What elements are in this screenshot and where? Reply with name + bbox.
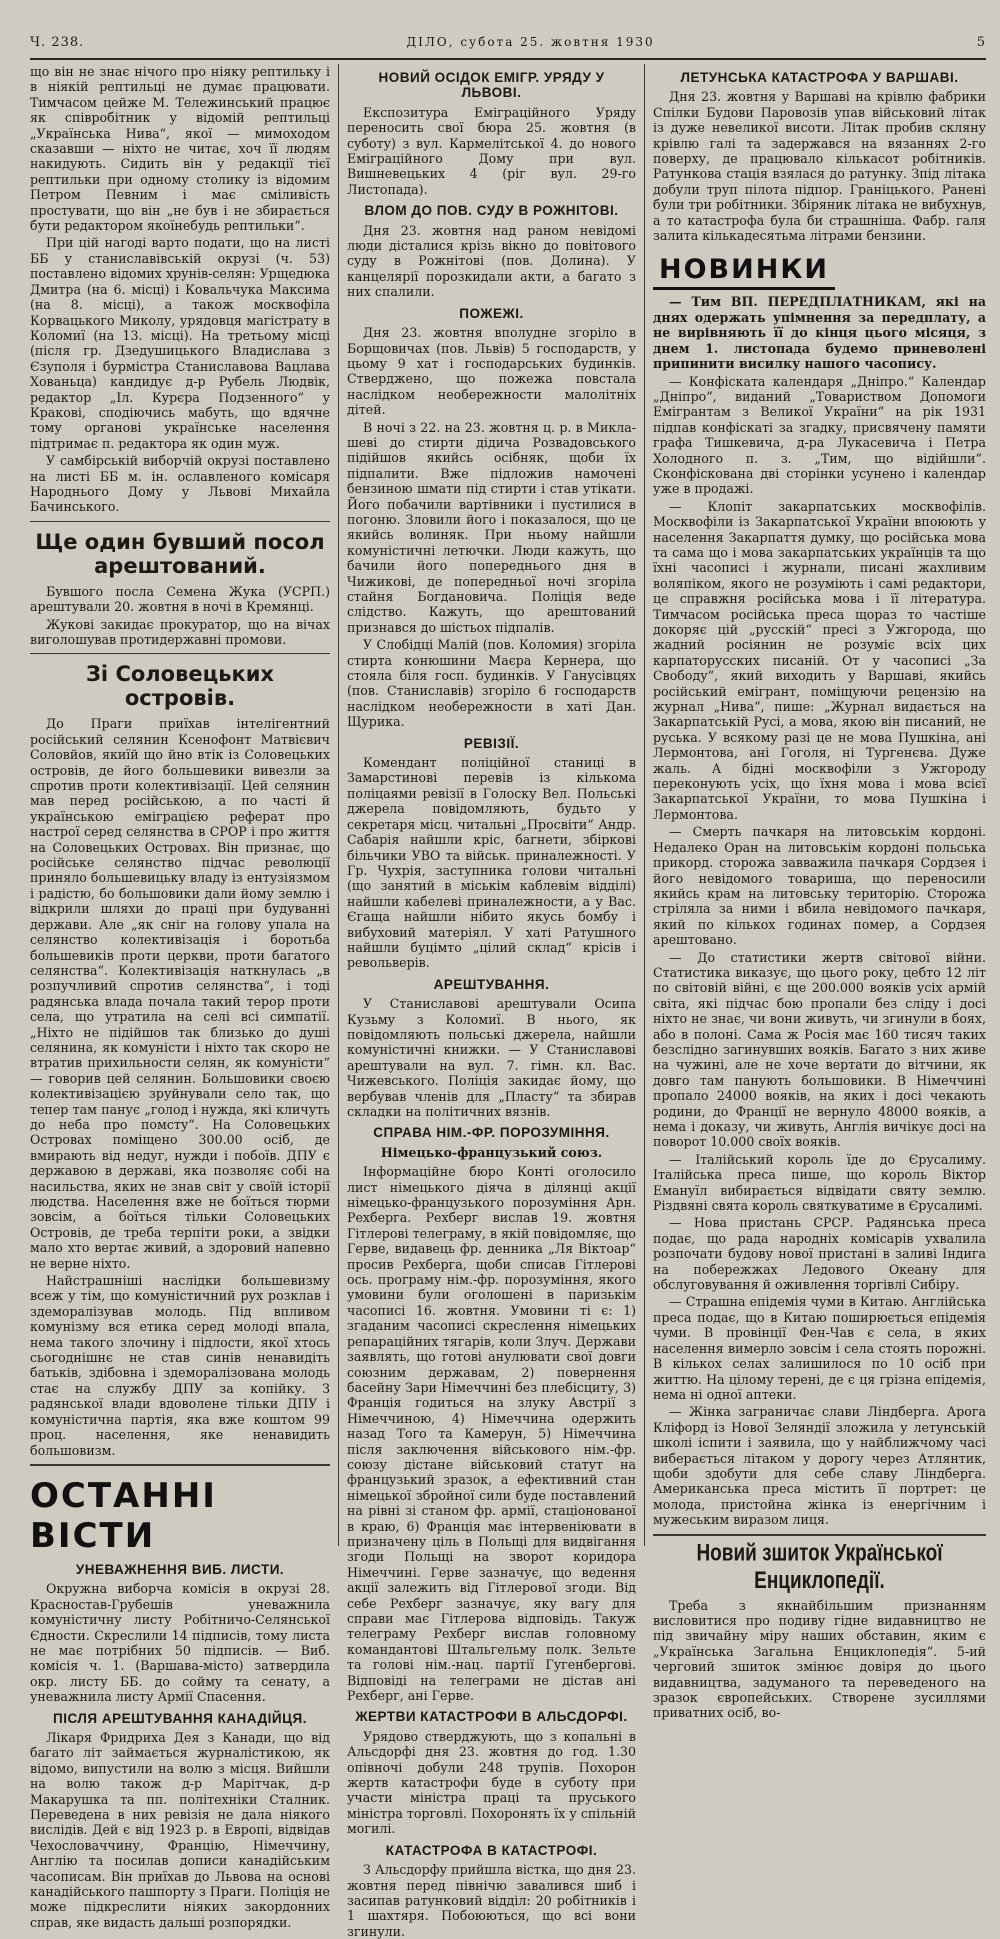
article-text: що він не знає нічого про ніяку рептильку і в ніякій рептильці не думає працювати. Тимчасом цейже М. Тележинський працює як співробітник у відомій рептильці „Українська Нива“, якої — мимоходом сказавши — ніхто не читає, хоч її людям накидують. Сидить він у редакції тієї рептильки при одному столику із відомим Петром Певним і має сміливість простувати, що він „не був і не збирається бути редактором якоїнебудь рептильки“. [30, 64, 330, 234]
headline-solovky: Зі Соловецьких островів. [86, 662, 274, 711]
article-text: Інформаційне бюро Конті оголосило лист німецького діяча в ділянці акції німецько-французького порозуміння Арн. Рехберга. Рехберг вислав 19. жовтня Гітлерові телеграму, в якій повідомляє, що Герве, видавець фр. денника „Ля Віктоар“ просив Рехберга, щоби списав Гітлеровi ось. програму нім.-фр. порозуміння, якого умовини були оголошені в паризькім часописі 16. жовтня. Умовини ті є: 1) згаданим часописі скреслення німецьких репараційних тягарів, коли Злуч. Держави заявлять, що готові анулювати свої довги союзним державам, 2) повернення басейну Зари Німеччині без плебісциту, 3) Франція годиться на злуку Австрії з Німеччиною, 4) Німеччина одержить назад Того та Камерун, 5) Німеччина після заключення військового нім.-фр. союзу дістане військовий статут на французький зразок, а ефективний стан німецької збройної сили буде поставлений на рівні зі станом фр. армії, стаціонованої в краю, 6) Франція має інтервеніювати в призначену ціль в Польщі для видвігання згоди Польщі на зворот коридора Німеччині. Герве зазначує, що ведення акції залежить від Гітлерової згоди. Від себе Рехберг зазначує, яку вагу для справи має Гітлерова відповідь. Такуж телеграму Рехберг вислав головному командантові Штальгельму полк. Зельте та голові нім.-нац. партії Гугенбергові. Відповіді на телеграми не дістав ані Рехберг, ані Герве. [347, 1164, 636, 1704]
section-title-novynky: НОВИНКИ [653, 253, 835, 290]
article-text: Лікаря Фридриха Дея з Канади, що від багато літ займається журналістикою, як відомо, випустили на волю з місця. Вийшли на волю також д-р Марітчак, д-р Макарушка та пп. політехніки Сталник. Переведена в них ревізія не дала ніякого вислідів. Дей є від 1923 р. в Европі, відвідав Чехословаччину, Францію, Німеччину, Англію та посилав дописи канадійським часописам. Він приїхав до Львова на основі канадійського пашпорту з Праги. Поліція не може підкреслити ніяких закордонних справ, яке видасть дальші розпорядки. [30, 1729, 330, 1930]
article-text: — Страшна епідемія чуми в Китаю. Англійська преса подає, що в Китаю поширюється епідемія чуми. В провінції Фен-Чав є села, в яких населення вимерло зовсім і села стоять порожні. В кількох селах залишилося по 10 осіб при життю. На цілому терені, де є ця грізна епідемія, нема ні одної аптеки. [653, 1294, 986, 1402]
divider [30, 521, 330, 522]
article-text: В ночі з 22. на 23. жовтня ц. р. в Миклашеві до стирти дідича Розвадовського підійшов якийсь осібняк, щоби їх підпалити. Вже підложив намочені бензиною шмати під стирти і став утікати. Його побачили вартівники і пустилися в погоню. Зловили його і показалося, що це якийсь волиняк. При ньому найшли комуністичні летючки. Люди кажуть, що бачили його попереднього дня в Чижикові, де попередньої ночі згоріла стайня Богдановича. Поліція веде слідство. Кажуть, що арештований признався до шістьох підпалів. [347, 419, 636, 635]
divider [30, 1464, 330, 1466]
headline-letun: ЛЕТУНСЬКА КАТАСТРОФА У ВАРШАВІ. [680, 70, 959, 85]
article-text: До Праги приїхав інтелігентний російський селянин Ксенофонт Матвієвич Соловйов, якиїй що йно втік із Соловецьких островів, де його большевики вивезли за спротив проти колективізації. Цей селянин мав перед російською, а по часті й українською еміграцією реферат про настрої серед селянства в СРОР і про життя на Соловецьких Островах. Він признає, що російське селянство підчас революції приняло большевицьку владу із ентузіязмом і радістю, бо большовики дали йому землю і відкрили шляхи до праці при будуванні держави. Але „як сніг на голову упала на селянство колективізація і боротьба большевиків проти церкви, проти багатого селянства“. Колективізація наткнулась „в розпучливий спротив селянства“, і тоді радянська влада почала такий терор проти села, що утратила на селі всі симпатії. „Ніхто не підійшов так близько до душі селянина, як комуністи і ніхто так скоро не втратив прихильности селян, як комуністи“ — говорив цей селянин. Большовики своєю колективізацією зруйнували село так, що тепер там панує „голод і нужда, які кличуть до неба про помсту“. На Соловецьких Островах поміщено 300.00 осіб, де вмирають від недуг, нужди і побоїв. ДПУ є державою в державі, яка позволяє собі на насильства, яких не знав світ у своїй історії людства. Населення вже не боїться тюрми зовсім, а боїться тільки Соловецьких Островів, де треба терпіти роки, а звідки мало хто вертає живий, а здоровий напевно не верне ніхто. [30, 716, 330, 1271]
article-text: Дня 23. жовтня вполудне згоріло в Борщовичах (пов. Львів) 5 господарств, у цьому 9 хат і господарських будинків. Стверджено, що пожежа повстала наслідком необережности малолітніх дітей. [347, 325, 636, 418]
column-3 [644, 64, 986, 1721]
divider [653, 1534, 986, 1536]
headline-entsyklopediia: Новий зшиток Української Енциклопедії. [696, 1540, 943, 1594]
article-text: Треба з якнайбільшим признанням висловитися про подиву гідне видавництво не під звичайну міру наших обставин, яким є „Українська Загальна Енциклопедія“. 5-ий черговий зшиток змінює довіря до цього видавництва, задуманого та переведеного на зразок європейських. Створене зусиллями приватних осіб, во- [653, 1597, 986, 1721]
article-text: Дня 23. жовтня у Варшаві на крівлю фабрики Спілки Будови Паровозів упав військовий літак із дуже невеликої висоти. Літак пробив скляну крівлю галі та задержався на вязаннях 2-го поверху, де працювало кількасот робітників. Ратункова стація взялася до ратунку. Зпід літака добули труп пілота підпор. Граніцького. Ранені були три робітники. Збіряник літака не вибухнув, а то катастрофа була би страшніша. Фабр. галя залита кількадесятьма літрами бензини. [653, 89, 986, 244]
article-text: Окружна виборча комісія в окрузі 28. Красностав-Грубешів уневажнила комуністичну листу Робітничо-Селянської Єдности. Скреслили 14 підписів, тому листа не має потрібних 50 підписів. — Виб. комісія ч. 1. (Варшава-місто) затвердила окр. листу ББ. до сойму та сенату, а уневажнила листу Армії Спасення. [30, 1581, 330, 1705]
columns [30, 64, 986, 1939]
masthead-title-date: ДІЛО, субота 25. жовтня 1930 [406, 35, 655, 49]
article-text: У самбірській виборчій окрузі поставлено на листі ББ м. ін. ославленого комісаря Народнього Дому у Львові Михайла Бачинського. [30, 453, 330, 515]
article-text: — Конфіската календаря „Дніпро.“ Календар „Дніпро“, виданий „Товариством Допомоги Емігрантам з Великої України“ на рік 1931 підпав конфіскаті за згадку, присвячену памяти графа Тишкевича, д-ра Лукасевича і Петра Холодного п. з. „Тим, що відійшли“. Сконфіскована дві сторінки усунено і календар уже в продажі. [653, 373, 986, 497]
article-text: З Альсдорфу прийшла вістка, що дня 23. жовтня перед північю завалився шиб і засипав ратунковий відділ: 20 робітників і 1 шахтяря. Побоюються, що всі вони згинули. [347, 1862, 636, 1939]
article-text: Урядово стверджують, що з копальні в Альсдорфі дня 23. жовтня до год. 1.30 опівночі добули 248 трупів. Похорон жертв катастрофи буде в суботу при участи міністра праці та пруського міністра торговлі. Похоронять їх у спільній могилі. [347, 1728, 636, 1837]
headline-revizii: РЕВІЗІЇ. [463, 735, 520, 751]
headline-zhertvy: ЖЕРТВИ КАТАСТРОФИ В АЛЬСДОРФІ. [355, 1709, 628, 1725]
article-text: Дня 23. жовтня над раном невідомі люди дісталися крізь вікно до повітового суду в Рожнітові (пов. Долина). У канцелярії порозкидали акти, а багато з них спалили. [347, 222, 636, 300]
headline-osidok: НОВИЙ ОСІДОК ЕМІГР. УРЯДУ У ЛЬВОВІ. [378, 70, 605, 101]
divider [30, 653, 330, 654]
headline-pozhezhi: ПОЖЕЖІ. [459, 305, 524, 321]
article-text: Найстрашніші наслідки большевизму всеж у тім, що комуністичний рух розклав і здеморалізував молодь. Під впливом комунізму вся етика серед молоді впала, нема такого злочину і підлости, якої хтось сьогоднішнє не став синів ненавидіть батьків, здібовна і здеморалізована молодь стає на службу ДПУ за копійку. З радянської влади вдоволене тільки ДПУ і комуністична партія, яка вже коштом 99 проц. населення, яке ненавидить большовизм. [30, 1273, 330, 1458]
masthead [30, 30, 986, 54]
article-text: У Слобідці Малій (пов. Коломия) згоріла стирта конюшини Маєра Кернера, що стояла біля госп. будинків. У Ганусівцях (пов. Станиславів) згоріло 6 господарств наслідком необережности в хаті Дан. Щурика. [347, 637, 636, 730]
headline-areshtuvannia: АРЕШТУВАННЯ. [433, 976, 550, 992]
article-text: — Італійський король їде до Єрусалиму. Італійська преса пише, що король Віктор Емануїл вибирається відвідати святу землю. Різдвяні свята король святкуватиме в Єрусалимі. [653, 1151, 986, 1214]
article-text: Бувшого посла Семена Жука (УСРП.) арештували 20. жовтня в ночі в Кремянці. [30, 583, 330, 615]
article-text: Жукові закидає прокуратор, що на вічах виголошував протидержавні промови. [30, 616, 330, 647]
article-text: При цій нагоді варто подати, що на листі ББ у станиславівській окрузі (ч. 53) поставлено відомих хрунів-селян: Урщедюка Дмитра (на 6. місці) і Ковальчука Максима (на 8. місці), а також москвофіла Корвацького Миколу, урядовця магістрату в Коломиї (на 13. місці). На третьому місці (після гр. Дзедушицького Владислава з Єзуполя і бурмістра Станиславова Вацлава Хованьца) кандидує д-р Рубель Людвік, редактор „Іл. Курєра Подзенного“ у Кракові, сподіючись мабуть, що вдячне тому органові українське населення підтримає п. редактора як один муж. [30, 235, 330, 451]
article-text: — Жінка заграничає слави Ліндберга. Арога Кліфорд із Нової Зеляндії зложила у летунській школі іспити і заявила, що у найближчому часі виберається літаком у дорогу через Атлянтик, щоби здобути для себе славу Ліндберга. Американська преса містить її портрет: це молода, пристойна жінка із енергічним і мужеським виразом лиця. [653, 1404, 986, 1528]
headline-katastrofa: КАТАСТРОФА В КАТАСТРОФІ. [385, 1842, 598, 1858]
article-text: — Смерть пачкаря на литовськім кордоні. Недалеко Оран на литовськім кордоні польська прикорд. сторожа завважила пачкаря Сордзея і його невідомого товариша, що переносили якийсь крам на литовську територію. Сторожа стріляла за ними і вбила невідомого пачкаря, який по кількох годинах помер, а Сордзея арештовано. [653, 824, 986, 948]
column-1 [30, 64, 338, 1930]
headline-sprava: СПРАВА НІМ.-ФР. ПОРОЗУМІННЯ. [373, 1125, 610, 1141]
article-text: — Тим ВП. ПЕРЕДПЛАТНИКАМ, які на днях одержать упімнення за передплату, а не вирівняють її до кінця цього місяця, з днем 1. листопада будемо приневолені припинити висилку нашого часопису. [653, 294, 986, 372]
column-2 [338, 64, 644, 1939]
masthead-rule [30, 58, 986, 60]
article-text: — Нова пристань СРСР. Радянська преса подає, що рада народніх комісарів ухвалила розпочати будову нової пристані в заливі Індига на побережжах Ледового Океану для обслуговування й оживлення торгівлі Сибіру. [653, 1215, 986, 1293]
article-text: У Станиславові арештували Осипа Кузьму з Коломиї. В нього, як повідомляють польські джерела, найшли комуністичні книжки. — У Станиславові арештували на вул. 7. гімн. кл. Вас. Чижевського. Поліція закидає йому, що вербував членів для „Пласту“ та збирав складки на політичних вязнів. [347, 996, 636, 1119]
section-title-ostanni-visty: ОСТАННІ ВІСТИ [30, 1475, 217, 1556]
article-text: Комендант поліційної станиці в Замарстинові перевів із кількома поліцаями ревізії в Голоску Вел. Польські джерела повідомляють, будьто у секретаря місц. читальні „Просвіти“ Андр. Сабарія найшли кріс, багнети, збіркові більчики УВО та військ. приналежності. У Гр. Чухрія, заступника голови читальні (що занятий в міськім каблевім відділі) найшли кабелеві приналежности, а у Вас. Єгаща найшли нібито якусь бомбу і вибуховий матеріял. У хаті Ратушного найшли буцімто „цілий склад“ крісів і револьверів. [347, 755, 636, 971]
subheadline-sprava: Німецько-французький союз. [380, 1144, 603, 1160]
headline-posol: Ще один бувший посол арештований. [35, 529, 325, 578]
headline-vlom: ВЛОМ ДО ПОВ. СУДУ В РОЖНІТОВІ. [364, 203, 619, 219]
article-text: — Клопіт закарпатських москвофілів. Москвофіли із Закарпатської України впоюють у населення Закарпаття думку, що російська мова та сама що і мова закарпатських українців та що їхні часописі і журнали, писані жахливим воляпіком, якого не розуміють і самі редактори, це справжня російська мова і її література. Тимчасом російська преса щораз то частіше докоряє цій „русскій“ пресі з Ужгорода, що жадний росіянин не розуміє всіх цих карпаторусских писаній. От у часописі „За Свободу“, який виходить у Варшаві, якийсь російський емігрант, поміщуючи рецензію на журнал „Нива“, пише: „Журнал видається на Закарпатській Русі, а мова, якою він писаний, не руська. У всякому разі це не мова Пушкіна, ані Лермонтова, ані Гоголя, ні Тургенєва. Дуже жаль. А бідні москвофіли з Ужгороду переконують усіх, що їхня мова і мова всієї Закарпатської України, то мова Пушкіна і Лермонтова. [653, 498, 986, 822]
headline-unevazhennia: УНЕВАЖНЕННЯ ВИБ. ЛИСТИ. [75, 1561, 285, 1577]
article-text: — До статистики жертв світової війни. Статистика виказує, що цього року, цебто 12 літ по світовій війні, є ще 200.000 вояків усіх армій світа, які підчас бою пропали без сліду і досі ніхто не знає, чи вони живуть, чи згинули в боях, або в полоні. Сама ж Росія має 160 тисяч таких безслідно загинувших вояків. Багато з них живе на чужині, але не хоче вертати до вітчини, як довго там панують большовики. В Німеччині пропало 24000 вояків, на яких і досі чекають родини, до Франції не вернуло 48000 вояків, а нема і доказу, чи живуть, Англія вичікує досі на поворот 10.000 своїх вояків. [653, 949, 986, 1150]
issue-number: Ч. 238. [30, 34, 85, 50]
page-number: 5 [976, 34, 986, 50]
headline-kanadiy: ПІСЛЯ АРЕШТУВАННЯ КАНАДІЙЦЯ. [53, 1710, 307, 1726]
article-text: Експозитура Еміграційного Уряду переносить свої бюра 25. жовтня (в суботу) з вул. Кармелітської 4. до нового Еміграційного Дому при вул. Вишневецьких 4 (ріг вул. 29-го Листопада). [347, 104, 636, 197]
